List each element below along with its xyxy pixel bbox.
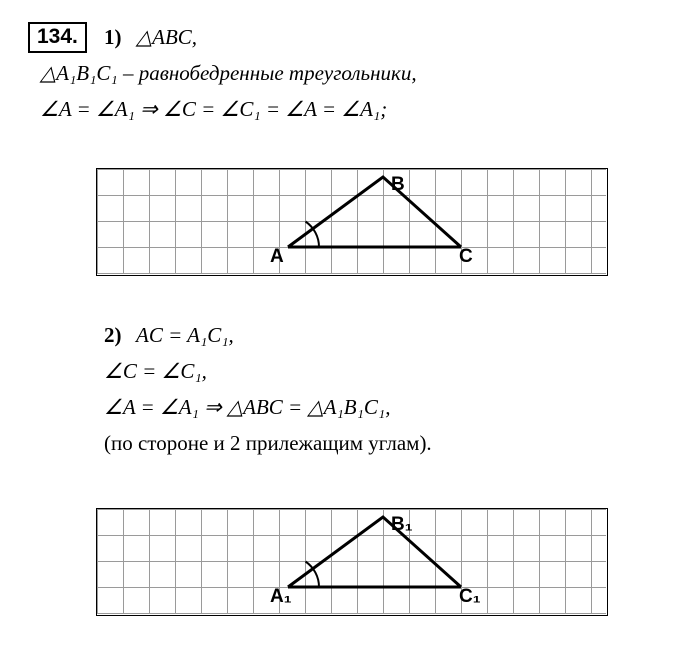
part2-line4 [104,430,432,456]
figure-1 [96,168,608,276]
part2-line2-text: ∠C = ∠C₁, [104,359,207,383]
part2-marker: 2) [104,323,122,347]
part1-line2-text: △A₁B₁C₁ – равнобедренные треугольники, [40,61,417,85]
figure-1-canvas [97,169,606,274]
figure-2-label-a: A₁ [270,586,292,607]
part2-line3-text: ∠A = ∠A₁ ⇒ △ABC = △A₁B₁C₁, [104,395,391,419]
figure-2-label-c: C₁ [459,586,481,607]
figure-2-label-b: B₁ [391,514,413,535]
grid-lines [97,509,606,614]
problem-number: 134. [28,22,87,53]
figure-1-label-c: C [459,246,473,267]
part2-line3 [104,394,390,420]
figure-2 [96,508,608,616]
part1-line1 [136,24,197,50]
part2-line1 [136,322,234,348]
part2-line4-text: (по стороне и 2 прилежащим углам). [104,431,432,455]
part2-line2 [104,358,207,384]
figure-2-canvas [97,509,606,614]
part2-line1-text: AC = A₁C₁, [136,323,234,347]
part1-line2 [40,60,417,86]
part1-line1-text: △ABC, [136,25,198,49]
grid-lines [97,169,606,274]
figure-1-label-b: B [391,174,405,195]
figure-1-label-a: A [270,246,284,267]
part1-line3 [40,96,387,122]
part1-line3-text: ∠A = ∠A₁ ⇒ ∠C = ∠C₁ = ∠A = ∠A₁; [40,97,388,121]
part1-marker: 1) [104,25,122,49]
